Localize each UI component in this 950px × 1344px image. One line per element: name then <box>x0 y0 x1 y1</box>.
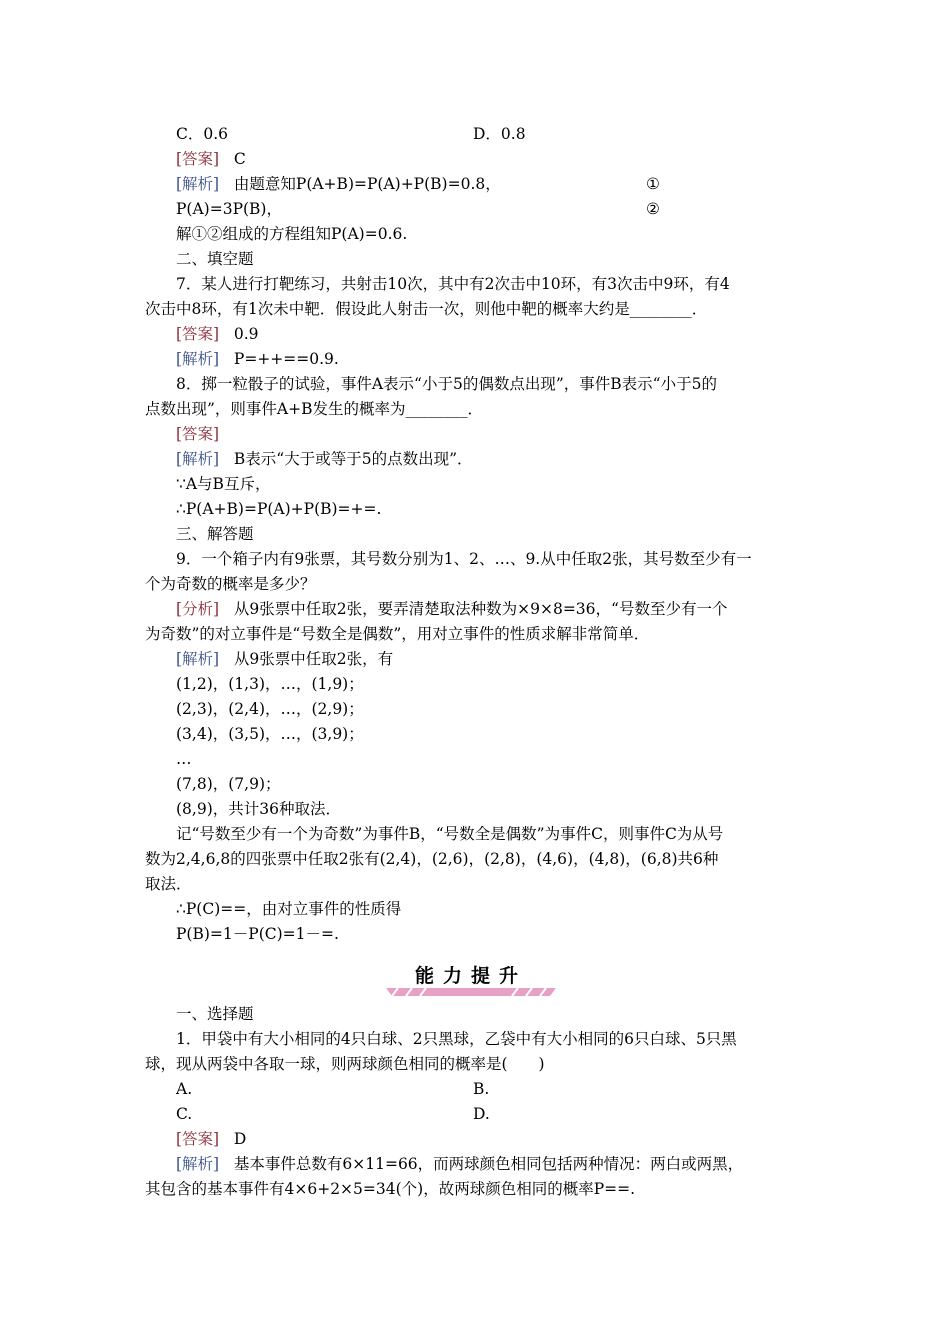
answer-line <box>176 324 259 344</box>
question-1: 1．甲袋中有大小相同的4只白球、2只黑球，乙袋中有大小相同的6只白球、5只黑 <box>176 1030 737 1048</box>
analysis-text: 由题意知P(A+B)=P(A)+P(B)=0.8， <box>233 175 501 193</box>
analysis-text: 从9张票中任取2张，有 <box>233 650 394 668</box>
question-7-cont: 次击中8环，有1次未中靶．假设此人射击一次，则他中靶的概率大约是________． <box>145 300 708 318</box>
option-c: C．0.6 <box>176 125 229 143</box>
analysis-text: P=++==0.9. <box>233 350 339 368</box>
option-d: D. <box>473 1105 490 1123</box>
question-9: 9．一个箱子内有9张票，其号数分别为1、2、…、9.从中任取2张，其号数至少有一 <box>176 550 752 568</box>
analysis-line <box>176 174 501 194</box>
answer-text: 0.9 <box>233 325 259 343</box>
analysis-label: [解析] <box>176 450 220 468</box>
answer-label: [答案] <box>176 425 220 443</box>
equation-line: P(A)=3P(B)， <box>176 200 282 218</box>
analysis-line <box>176 349 339 369</box>
answer-text: C <box>233 150 246 168</box>
analysis-line <box>176 649 393 669</box>
answer-line <box>176 149 246 169</box>
analysis-text: 基本事件总数有6×11=66，而两球颜色相同包括两种情况：两白或两黑， <box>233 1155 744 1173</box>
text-line: 数为2,4,6,8的四张票中任取2张有(2,4)，(2,6)，(2,8)，(4,6)，(4,8)，(6,8)共6种 <box>145 850 719 868</box>
equation-mark-2: ② <box>646 200 660 218</box>
pair-list-row: … <box>176 750 192 768</box>
pair-list-row: (3,4)，(3,5)，…，(3,9)； <box>176 725 364 743</box>
text-line: 取法． <box>145 875 192 893</box>
analysis-label: [解析] <box>176 650 220 668</box>
analysis-label: [解析] <box>176 350 220 368</box>
pair-list-row: (8,9)，共计36种取法． <box>176 800 341 818</box>
text-line: 记“号数至少有一个为奇数”为事件B，“号数全是偶数”为事件C，则事件C为从号 <box>176 825 724 843</box>
option-a: A. <box>176 1080 193 1098</box>
answer-label: [答案] <box>176 150 220 168</box>
question-1-cont: 球，现从两袋中各取一球，则两球颜色相同的概率是( ) <box>145 1055 545 1073</box>
analysis-text: B表示“大于或等于5的点数出现”． <box>233 450 473 468</box>
answer-label: [答案] <box>176 325 220 343</box>
hint-line <box>176 599 727 619</box>
analysis-cont: 其包含的基本事件有4×6+2×5=34(个)，故两球颜色相同的概率P==. <box>145 1180 636 1198</box>
banner-title: 能力提升 <box>414 965 527 987</box>
section-heading: 三、解答题 <box>176 525 254 543</box>
option-b: B. <box>473 1080 490 1098</box>
pair-list-row: (7,8)，(7,9)； <box>176 775 281 793</box>
text-line: ∵A与B互斥， <box>176 475 271 493</box>
pair-list-row: (2,3)，(2,4)，…，(2,9)； <box>176 700 364 718</box>
analysis-label: [解析] <box>176 1155 220 1173</box>
section-heading: 二、填空题 <box>176 250 254 268</box>
question-8: 8．掷一粒骰子的试验，事件A表示“小于5的偶数点出现”，事件B表示“小于5的 <box>176 375 717 393</box>
equation-mark-1: ① <box>646 175 660 193</box>
hint-label: [分析] <box>176 600 220 618</box>
hint-text: 从9张票中任取2张，要弄清楚取法种数为×9×8=36，“号数至少有一个 <box>233 600 728 618</box>
pair-list-row: (1,2)，(1,3)，…，(1,9)； <box>176 675 364 693</box>
hint-cont: 为奇数”的对立事件是“号数全是偶数”，用对立事件的性质求解非常简单． <box>145 625 650 643</box>
question-8-cont: 点数出现”，则事件A+B发生的概率为________． <box>145 400 483 418</box>
answer-text: D <box>233 1130 247 1148</box>
option-d: D．0.8 <box>473 125 526 143</box>
analysis-line <box>176 1154 743 1174</box>
text-line: P(B)=1－P(C)=1－=. <box>176 925 339 943</box>
answer-line <box>176 1129 246 1149</box>
text-line: 解①②组成的方程组知P(A)=0.6. <box>176 225 408 243</box>
analysis-line <box>176 449 473 469</box>
option-c: C. <box>176 1105 193 1123</box>
question-9-cont: 个为奇数的概率是多少？ <box>145 575 316 593</box>
analysis-label: [解析] <box>176 175 220 193</box>
section-heading: 一、选择题 <box>176 1005 254 1023</box>
text-line: ∴P(C)==，由对立事件的性质得 <box>176 900 402 918</box>
text-line: ∴P(A+B)=P(A)+P(B)=+=. <box>176 500 382 518</box>
section-banner <box>378 958 564 998</box>
answer-line <box>176 424 219 444</box>
question-7: 7．某人进行打靶练习，共射击10次，其中有2次击中10环，有3次击中9环，有4 <box>176 275 730 293</box>
answer-label: [答案] <box>176 1130 220 1148</box>
